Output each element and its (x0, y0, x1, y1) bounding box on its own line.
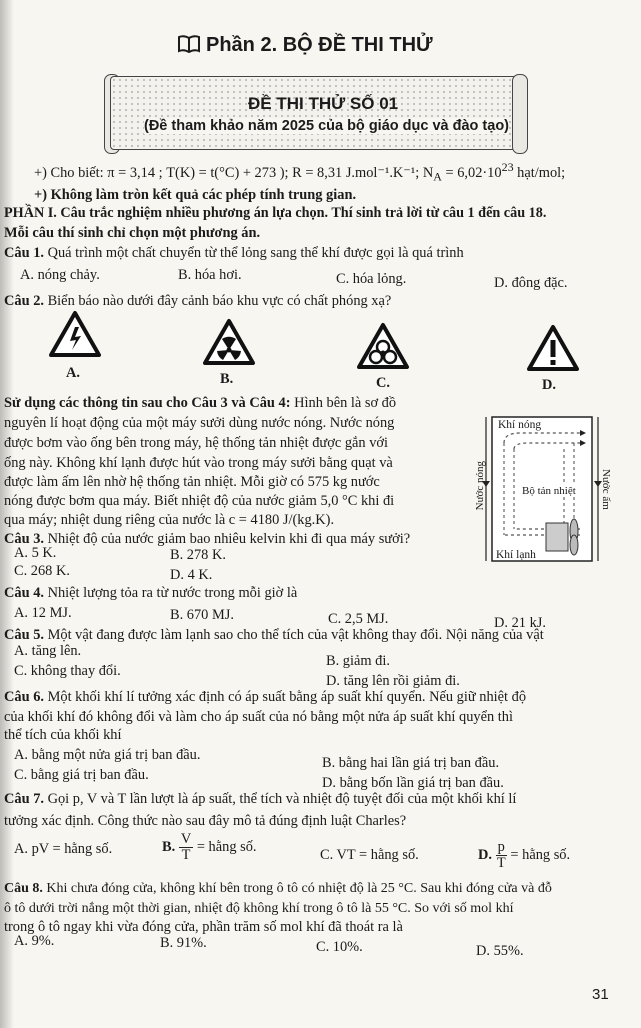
given-label: +) Cho biết: (34, 164, 104, 181)
context-line-3: được bơm vào ống bên trong máy, hệ thống tản nhiệt được gắn với (4, 435, 389, 451)
q6-option-d: D. bằng bốn lần giá trị ban đầu. (322, 775, 504, 791)
question-7 (4, 790, 516, 808)
context-q3-q4 (4, 394, 396, 412)
question-6 (4, 688, 526, 706)
q1-option-d: D. đông đặc. (494, 275, 568, 291)
open-book-icon (178, 35, 200, 53)
q1-option-b: B. hóa hơi. (178, 267, 242, 283)
question-5 (4, 626, 544, 644)
q7-line-1: Gọi p, V và T lần lượt là áp suất, thể tích và nhiệt độ tuyệt đối của một khối khí lí (43, 791, 517, 807)
q2-label: Câu 2. (4, 293, 44, 309)
q4-text: Nhiệt lượng tỏa ra từ nước trong mỗi giờ là (43, 585, 298, 601)
part-header-text: Phần 2. BỘ ĐỀ THI THỬ (206, 34, 433, 56)
q1-option-c: C. hóa lỏng. (336, 271, 407, 287)
q3-option-b: B. 278 K. (170, 547, 226, 563)
q3-option-d: D. 4 K. (170, 567, 213, 583)
q7-b-rest: = hằng số. (196, 838, 257, 855)
q7-line-2: tưởng xác định. Công thức nào sau đây mô tả đúng định luật Charles? (4, 813, 407, 829)
q8-line-2: ô tô dưới trời nắng một thời gian, nhiệt độ không khí trong ô tô là 55 °C. So với số mol khí (4, 901, 514, 916)
q7-label: Câu 7. (4, 791, 44, 807)
q4-option-a: A. 12 MJ. (14, 605, 72, 621)
q5-option-d: D. tăng lên rồi giảm đi. (326, 673, 460, 689)
context-line-7: qua máy; nhiệt dung riêng của nước là c = 4180 J/(kg.K). (4, 512, 335, 528)
q8-option-a: A. 9%. (14, 933, 55, 949)
q7-d-den: T (496, 855, 506, 871)
question-2 (4, 292, 391, 310)
q6-line-2: của khối khí đó không đổi và làm cho áp suất của nó bằng một nửa áp suất khí quyển thì (4, 709, 513, 725)
na-value: = 6,02·10 (441, 164, 502, 181)
q8-option-c: C. 10%. (316, 939, 363, 955)
q6-line-1: Một khối khí lí tưởng xác định có áp suất bằng áp suất khí quyển. Nếu giữ nhiệt độ (43, 689, 527, 705)
context-line-5: được làm ấm lên nhờ hệ thống tản nhiệt. Mỗi giờ có 575 kg nước (4, 474, 380, 490)
q7-b-num: V (180, 831, 192, 847)
q6-label: Câu 6. (4, 689, 44, 705)
q1-label: Câu 1. (4, 245, 44, 261)
q3-option-c: C. 268 K. (14, 563, 70, 579)
q4-label: Câu 4. (4, 585, 44, 601)
q6-option-b: B. bằng hai lần giá trị ban đầu. (322, 755, 500, 771)
radiation-icon (202, 318, 256, 366)
q8-line-3: trong ô tô ngay khi vừa đóng cửa, phần trăm số mol khí đã thoát ra là (4, 919, 403, 935)
q7-d-label: D. (478, 846, 492, 863)
q7-b-label: B. (162, 838, 176, 855)
given-constants (34, 158, 565, 186)
q6-line-3: thể tích của khối khí (4, 727, 122, 743)
constants-text: π = 3,14 ; T(K) = t(°C) + 273 ); R = 8,31 J.mol⁻¹.K⁻¹; N (107, 164, 434, 181)
q4-option-c: C. 2,5 MJ. (328, 611, 389, 627)
na-exponent: 23 (501, 160, 514, 174)
context-line-2: nguyên lí hoạt động của một máy sưởi dùng nước nóng. Nước nóng (4, 415, 395, 431)
label-cold-air: Khí lạnh (496, 549, 536, 561)
context-line-6: nóng được bơm qua máy. Biết nhiệt độ của nước giảm 5,0 °C khi đi (4, 493, 395, 509)
na-subscript: A (433, 169, 442, 184)
q7-option-a: A. pV = hằng số. (14, 841, 113, 857)
q5-option-a: A. tăng lên. (14, 643, 82, 659)
q4-option-d: D. 21 kJ. (494, 615, 546, 631)
q8-option-b: B. 91%. (160, 935, 207, 951)
context-line-1: Hình bên là sơ đồ (290, 395, 397, 411)
q3-option-a: A. 5 K. (14, 545, 57, 561)
label-hot-air: Khí nóng (498, 419, 542, 431)
q7-d-num: p (497, 839, 505, 855)
q8-label: Câu 8. (4, 881, 43, 896)
banner-subtitle: (Đề tham khảo năm 2025 của bộ giáo dục và đào tạo) (144, 118, 510, 134)
q5-option-b: B. giảm đi. (326, 653, 390, 669)
label-warm-water: Nước ấm (600, 469, 612, 510)
label-hot-water: Nước nóng (474, 461, 486, 511)
part1-line2: Mỗi câu thí sinh chỉ chọn một phương án. (4, 225, 261, 241)
q7-d-rest: = hằng số. (510, 846, 571, 863)
q2-text: Biển báo nào dưới đây cảnh báo khu vực có chất phóng xạ? (43, 293, 392, 309)
q5-label: Câu 5. (4, 627, 44, 643)
high-voltage-icon (48, 310, 102, 358)
q5-text: Một vật đang được làm lạnh sao cho thể tích của vật không thay đổi. Nội năng của vật (43, 627, 544, 643)
page-number: 31 (592, 986, 609, 1003)
q7-option-b (162, 832, 257, 863)
q8-line-1: Khi chưa đóng cửa, không khí bên trong ô tô có nhiệt độ là 25 °C. Sau khi đóng cửa và đỗ (42, 881, 552, 896)
context-line-4: ống này. Không khí lạnh được hút vào trong máy sưởi bằng quạt và (4, 455, 393, 471)
biohazard-icon (356, 322, 410, 370)
context-lead: Sử dụng các thông tin sau cho Câu 3 và Câu 4: (4, 395, 291, 411)
banner-title: ĐỀ THI THỬ SỐ 01 (248, 94, 399, 113)
q1-text: Quá trình một chất chuyển từ thể lỏng sang thể khí được gọi là quá trình (43, 245, 464, 261)
q7-b-fraction (179, 832, 193, 863)
scroll-right-curl (512, 74, 528, 154)
na-unit: hạt/mol; (513, 164, 566, 181)
exclamation-icon (526, 324, 580, 372)
q4-option-b: B. 670 MJ. (170, 607, 234, 623)
q2-option-c: C. (376, 375, 390, 391)
q2-option-d: D. (542, 377, 556, 393)
question-4 (4, 584, 297, 602)
part1-line1: PHẦN I. Câu trắc nghiệm nhiều phương án lựa chọn. Thí sinh trả lời từ câu 1 đến câu 18. (4, 205, 547, 221)
q6-option-a: A. bằng một nửa giá trị ban đầu. (14, 747, 201, 763)
q5-option-c: C. không thay đổi. (14, 663, 121, 679)
question-1 (4, 244, 464, 262)
q7-b-den: T (181, 847, 191, 863)
q2-option-a: A. (66, 365, 80, 381)
q3-label: Câu 3. (4, 531, 44, 547)
q3-text: Nhiệt độ của nước giảm bao nhiêu kelvin khi đi qua máy sưởi? (43, 531, 411, 547)
question-8 (4, 880, 552, 898)
heater-diagram (474, 413, 612, 565)
q6-option-c: C. bằng giá trị ban đầu. (14, 767, 149, 783)
label-radiator: Bộ tản nhiệt (522, 485, 576, 497)
q2-option-b: B. (220, 371, 234, 387)
part-header (178, 34, 433, 57)
q1-option-a: A. nóng chảy. (20, 267, 100, 283)
no-rounding-note: +) Không làm tròn kết quả các phép tính trung gian. (34, 187, 357, 203)
q7-d-fraction (496, 840, 507, 871)
q7-option-d (478, 840, 570, 871)
q8-option-d: D. 55%. (476, 943, 524, 959)
q7-option-c: C. VT = hằng số. (320, 847, 419, 863)
